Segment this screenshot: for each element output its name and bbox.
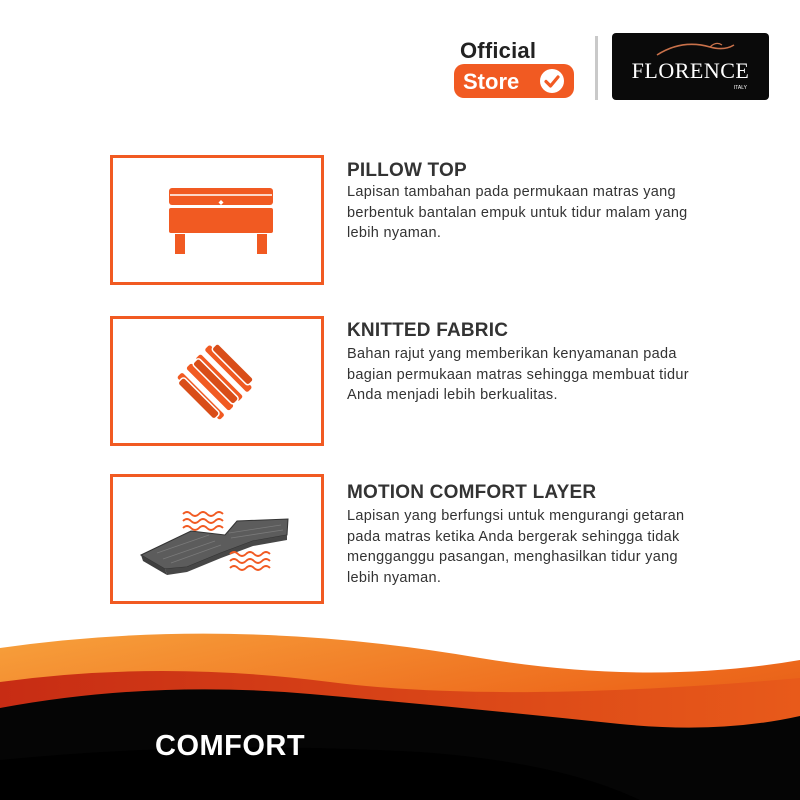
feature-card-knitted-fabric: [110, 316, 324, 446]
feature-title-motion-comfort: MOTION COMFORT LAYER: [347, 482, 597, 503]
feature-desc-motion-comfort: Lapisan yang berfungsi untuk mengurangi getaran pada matras ketika Anda bergerak sehingga tidak mengganggu pasangan, menghasilkan tidur yang lebih nyaman.: [347, 508, 685, 586]
official-label: Official: [460, 38, 537, 63]
footer-comfort-label: COMFORT: [155, 730, 306, 762]
motion-comfort-layer-icon: [113, 477, 321, 601]
feature-title-pillow-top: PILLOW TOP: [347, 160, 467, 181]
feature-desc-pillow-top: Lapisan tambahan pada permukaan matras yang berbentuk bantalan empuk untuk tidur malam yang lebih nyaman.: [347, 184, 688, 241]
brand-subtitle: ITALY: [733, 85, 747, 91]
pillow-top-bed-icon: [113, 158, 321, 282]
feature-card-pillow-top: [110, 155, 324, 285]
header-divider: [595, 36, 598, 100]
official-store-badge: [454, 64, 574, 98]
header: [0, 0, 800, 110]
feature-desc-knitted-fabric: Bahan rajut yang memberikan kenyamanan pada bagian permukaan matras sehingga membuat tidur Anda menjadi lebih berkualitas.: [347, 346, 689, 403]
knitted-fabric-icon: [113, 319, 321, 443]
feature-card-motion-comfort: [110, 474, 324, 604]
brand-logo: [612, 33, 769, 100]
store-label: Store: [463, 69, 520, 94]
footer-wave-decoration: [0, 620, 800, 800]
feature-title-knitted-fabric: KNITTED FABRIC: [347, 320, 509, 341]
checkmark-icon: [540, 69, 564, 93]
brand-name: FLORENCE: [631, 58, 750, 83]
